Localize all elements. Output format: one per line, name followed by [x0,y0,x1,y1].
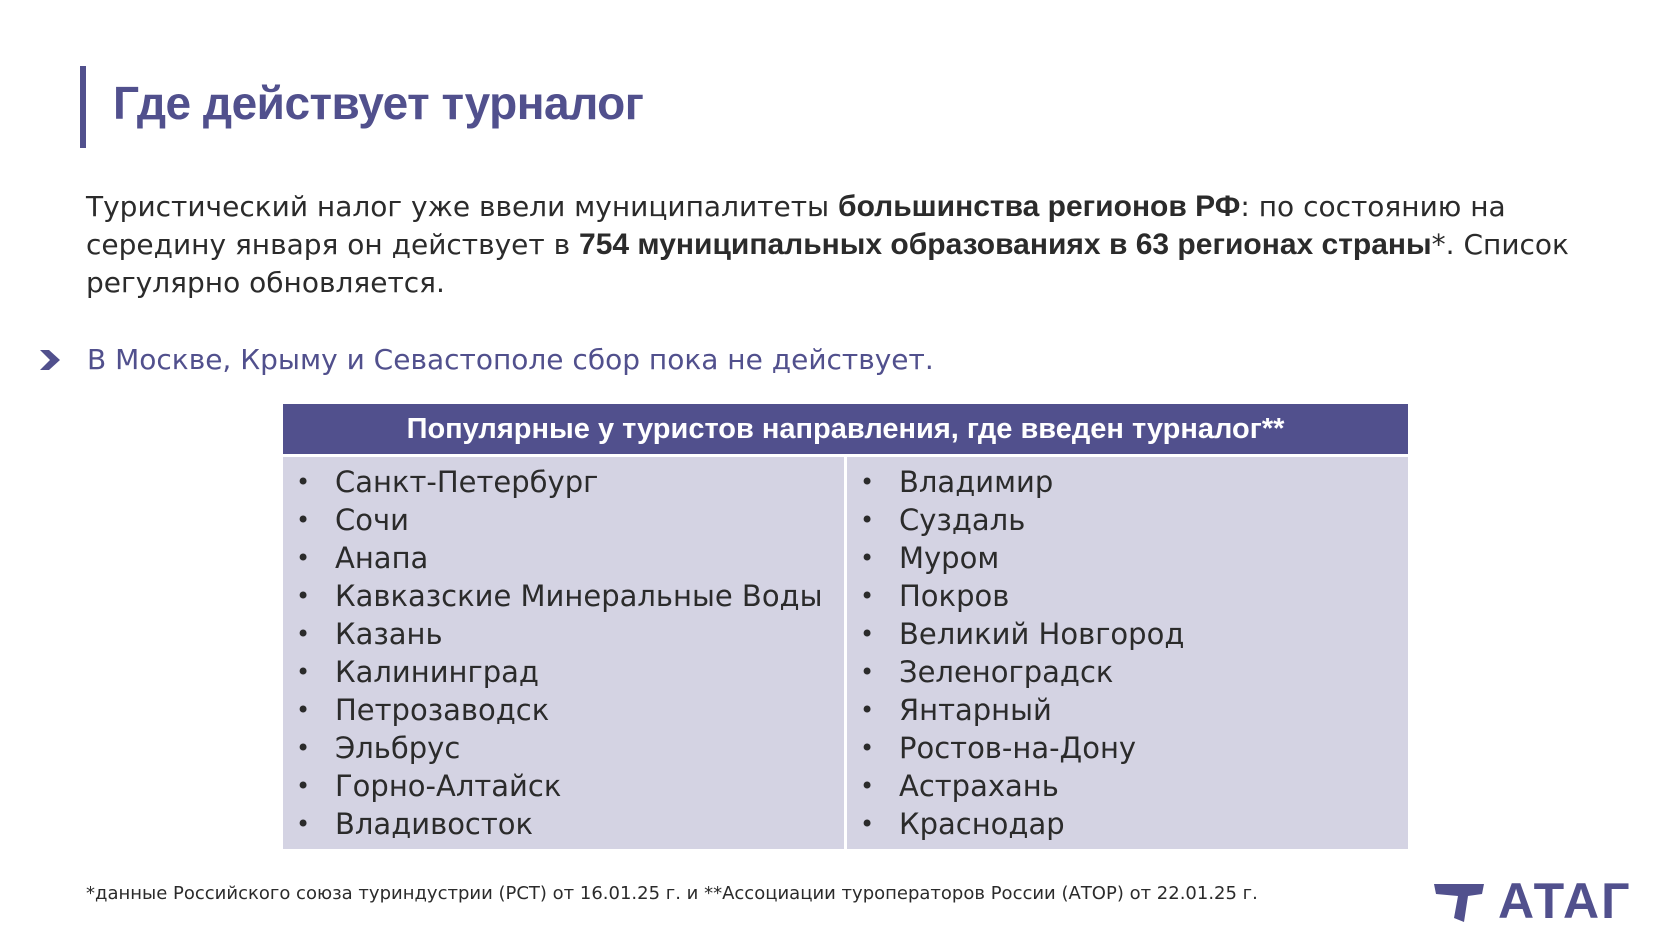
destination-name: Зеленоградск [899,655,1114,689]
bullet-icon: • [296,582,311,610]
destination-name: Казань [335,617,443,651]
list-item [847,691,1408,729]
bullet-icon: • [296,658,311,686]
title-accent-bar [80,66,86,148]
bullet-icon: • [860,810,875,838]
bullet-icon: • [296,696,311,724]
list-item [283,501,844,539]
intro-text-1: Туристический налог уже ввели муниципалитеты [86,190,839,223]
destination-name: Петрозаводск [335,693,550,727]
list-item [283,805,844,843]
intro-bold-2: 754 муниципальных образованиях в 63 регионах страны [579,228,1432,261]
list-item [283,691,844,729]
intro-paragraph [86,188,1616,302]
table-header: Популярные у туристов направления, где введен турналог** [283,404,1408,454]
list-item [847,805,1408,843]
bullet-icon: • [860,582,875,610]
table-body [283,457,1408,849]
list-item [283,539,844,577]
bullet-icon: • [296,506,311,534]
destination-name: Астрахань [899,769,1059,803]
intro-text-3: *. Список регулярно обновляется. [86,228,1569,299]
destination-name: Великий Новгород [899,617,1185,651]
destination-name: Кавказские Минеральные Воды [335,579,823,613]
bullet-icon: • [860,620,875,648]
list-item [847,539,1408,577]
bullet-icon: • [860,544,875,572]
destination-name: Анапа [335,541,429,575]
bullet-icon: • [860,772,875,800]
destination-name: Покров [899,579,1010,613]
logo-text: АТАГ [1498,873,1632,929]
destination-name: Эльбрус [335,731,461,765]
bullet-icon: • [860,468,875,496]
list-item [847,615,1408,653]
destination-name: Янтарный [899,693,1052,727]
list-item [283,463,844,501]
table-column-right [847,457,1408,849]
destination-name: Владивосток [335,807,534,841]
destination-name: Краснодар [899,807,1065,841]
destination-name: Владимир [899,465,1054,499]
bullet-icon: • [296,734,311,762]
list-item [283,653,844,691]
page-title: Где действует турналог [113,77,644,129]
bullet-icon: • [860,734,875,762]
list-item [847,463,1408,501]
destinations-table [283,404,1408,849]
list-item [283,615,844,653]
bullet-icon: • [860,696,875,724]
list-item [283,729,844,767]
table-column-left [283,457,844,849]
list-item [283,577,844,615]
list-item [847,767,1408,805]
note-text: В Москве, Крыму и Севастополе сбор пока не действует. [87,343,934,376]
destination-name: Санкт-Петербург [335,465,599,499]
footnote: *данные Российского союза туриндустрии (РСТ) от 16.01.25 г. и **Ассоциации туроператоров России (АТОР) от 22.01.25 г. [86,883,1258,904]
bullet-icon: • [296,772,311,800]
list-item [847,729,1408,767]
atag-logo-icon [1434,878,1486,924]
bullet-icon: • [296,620,311,648]
bullet-icon: • [860,658,875,686]
destination-name: Муром [899,541,1000,575]
intro-bold-1: большинства регионов РФ [838,190,1241,223]
list-item [847,653,1408,691]
chevron-right-icon [38,349,62,371]
list-item [847,577,1408,615]
destination-name: Сочи [335,503,409,537]
destination-name: Горно-Алтайск [335,769,562,803]
destination-name: Ростов-на-Дону [899,731,1137,765]
list-item [847,501,1408,539]
destination-name: Калининград [335,655,539,689]
destination-name: Суздаль [899,503,1026,537]
list-item [283,767,844,805]
note-row [38,343,934,376]
bullet-icon: • [296,810,311,838]
bullet-icon: • [296,544,311,572]
bullet-icon: • [296,468,311,496]
logo [1434,872,1631,930]
intro-text-2: : по состоянию на середину января он действует в [86,190,1506,261]
bullet-icon: • [860,506,875,534]
